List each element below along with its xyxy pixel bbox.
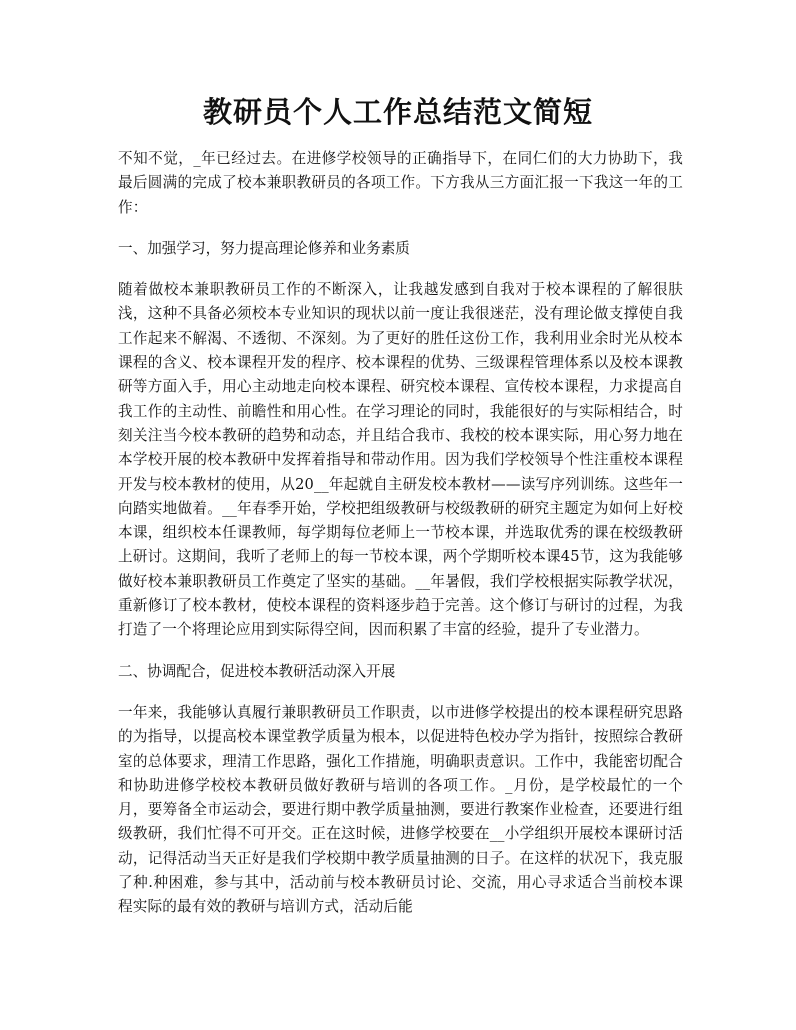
section-1-paragraph: 随着做校本兼职教研员工作的不断深入，让我越发感到自我对于校本课程的了解很肤浅，这种不具备必须校本专业知识的现状以前一度让我很迷茫，没有理论做支撑使自我工作起来不解渴、不透彻、不深刻。为了更好的胜任这份工作，我利用业余时光从校本课程的含义、校本课程开发的程序、校本课程的优势、三级课程管理体系以及校本课教研等方面入手，用心主动地走向校本课程、研究校本课程、宣传校本课程，力求提高自我工作的主动性、前瞻性和用心性。在学习理论的同时，我能很好的与实际相结合，时刻关注当今校本教研的趋势和动态，并且结合我市、我校的校本课实际，用心努力地在本学校开展的校本教研中发挥着指导和带动作用。因为我们学校领导个性注重校本课程开发与校本教材的使用，从20__年起就自主研发校本教材——读写序列训练。这些年一向踏实地做着。__年春季开始，学校把组级教研与校级教研的研究主题定为如何上好校本课，组织校本任课教师，每学期每位老师上一节校本课，并选取优秀的课在校级教研上研讨。这期间，我听了老师上的每一节校本课，两个学期听校本课45节，这为我能够做好校本兼职教研员工作奠定了坚实的基础。__年暑假，我们学校根据实际教学状况，重新修订了校本教材，使校本课程的资料逐步趋于完善。这个修订与研讨的过程，为我打造了一个将理论应用到实际得空间，因而积累了丰富的经验，提升了专业潜力。 — [118, 281, 683, 639]
section-2-paragraph: 一年来，我能够认真履行兼职教研员工作职责，以市进修学校提出的校本课程研究思路的为指导，以提高校本课堂教学质量为根本，以促进特色校办学为指针，按照综合教研室的总体要求，理清工作思路，强化工作措施，明确职责意识。工作中，我能密切配合和协助进修学校校本教研员做好教研与培训的各项工作。_月份，是学校最忙的一个月，要筹备全市运动会，要进行期中教学质量抽测，要进行教案作业检查，还要进行组级教研，我们忙得不可开交。正在这时候，进修学校要在__小学组织开展校本课研讨活动，记得活动当天正好是我们学校期中教学质量抽测的日子。在这样的状况下，我克服了种.种困难，参与其中，活动前与校本教研员讨论、交流，用心寻求适合当前校本课程实际的最有效的教研与培训方式，活动后能 — [118, 703, 683, 916]
section-2-heading: 二、协调配合，促进校本教研活动深入开展 — [118, 662, 396, 680]
document-title: 教研员个人工作总结范文简短 — [202, 95, 593, 129]
section-1-heading: 一、加强学习，努力提高理论修养和业务素质 — [118, 239, 410, 257]
intro-paragraph: 不知不觉，_年已经过去。在进修学校领导的正确指导下，在同仁们的大力协助下，我最后圆满的完成了校本兼职教研员的各项工作。下方我从三方面汇报一下我这一年的工作： — [118, 150, 683, 216]
document-body — [118, 147, 683, 937]
